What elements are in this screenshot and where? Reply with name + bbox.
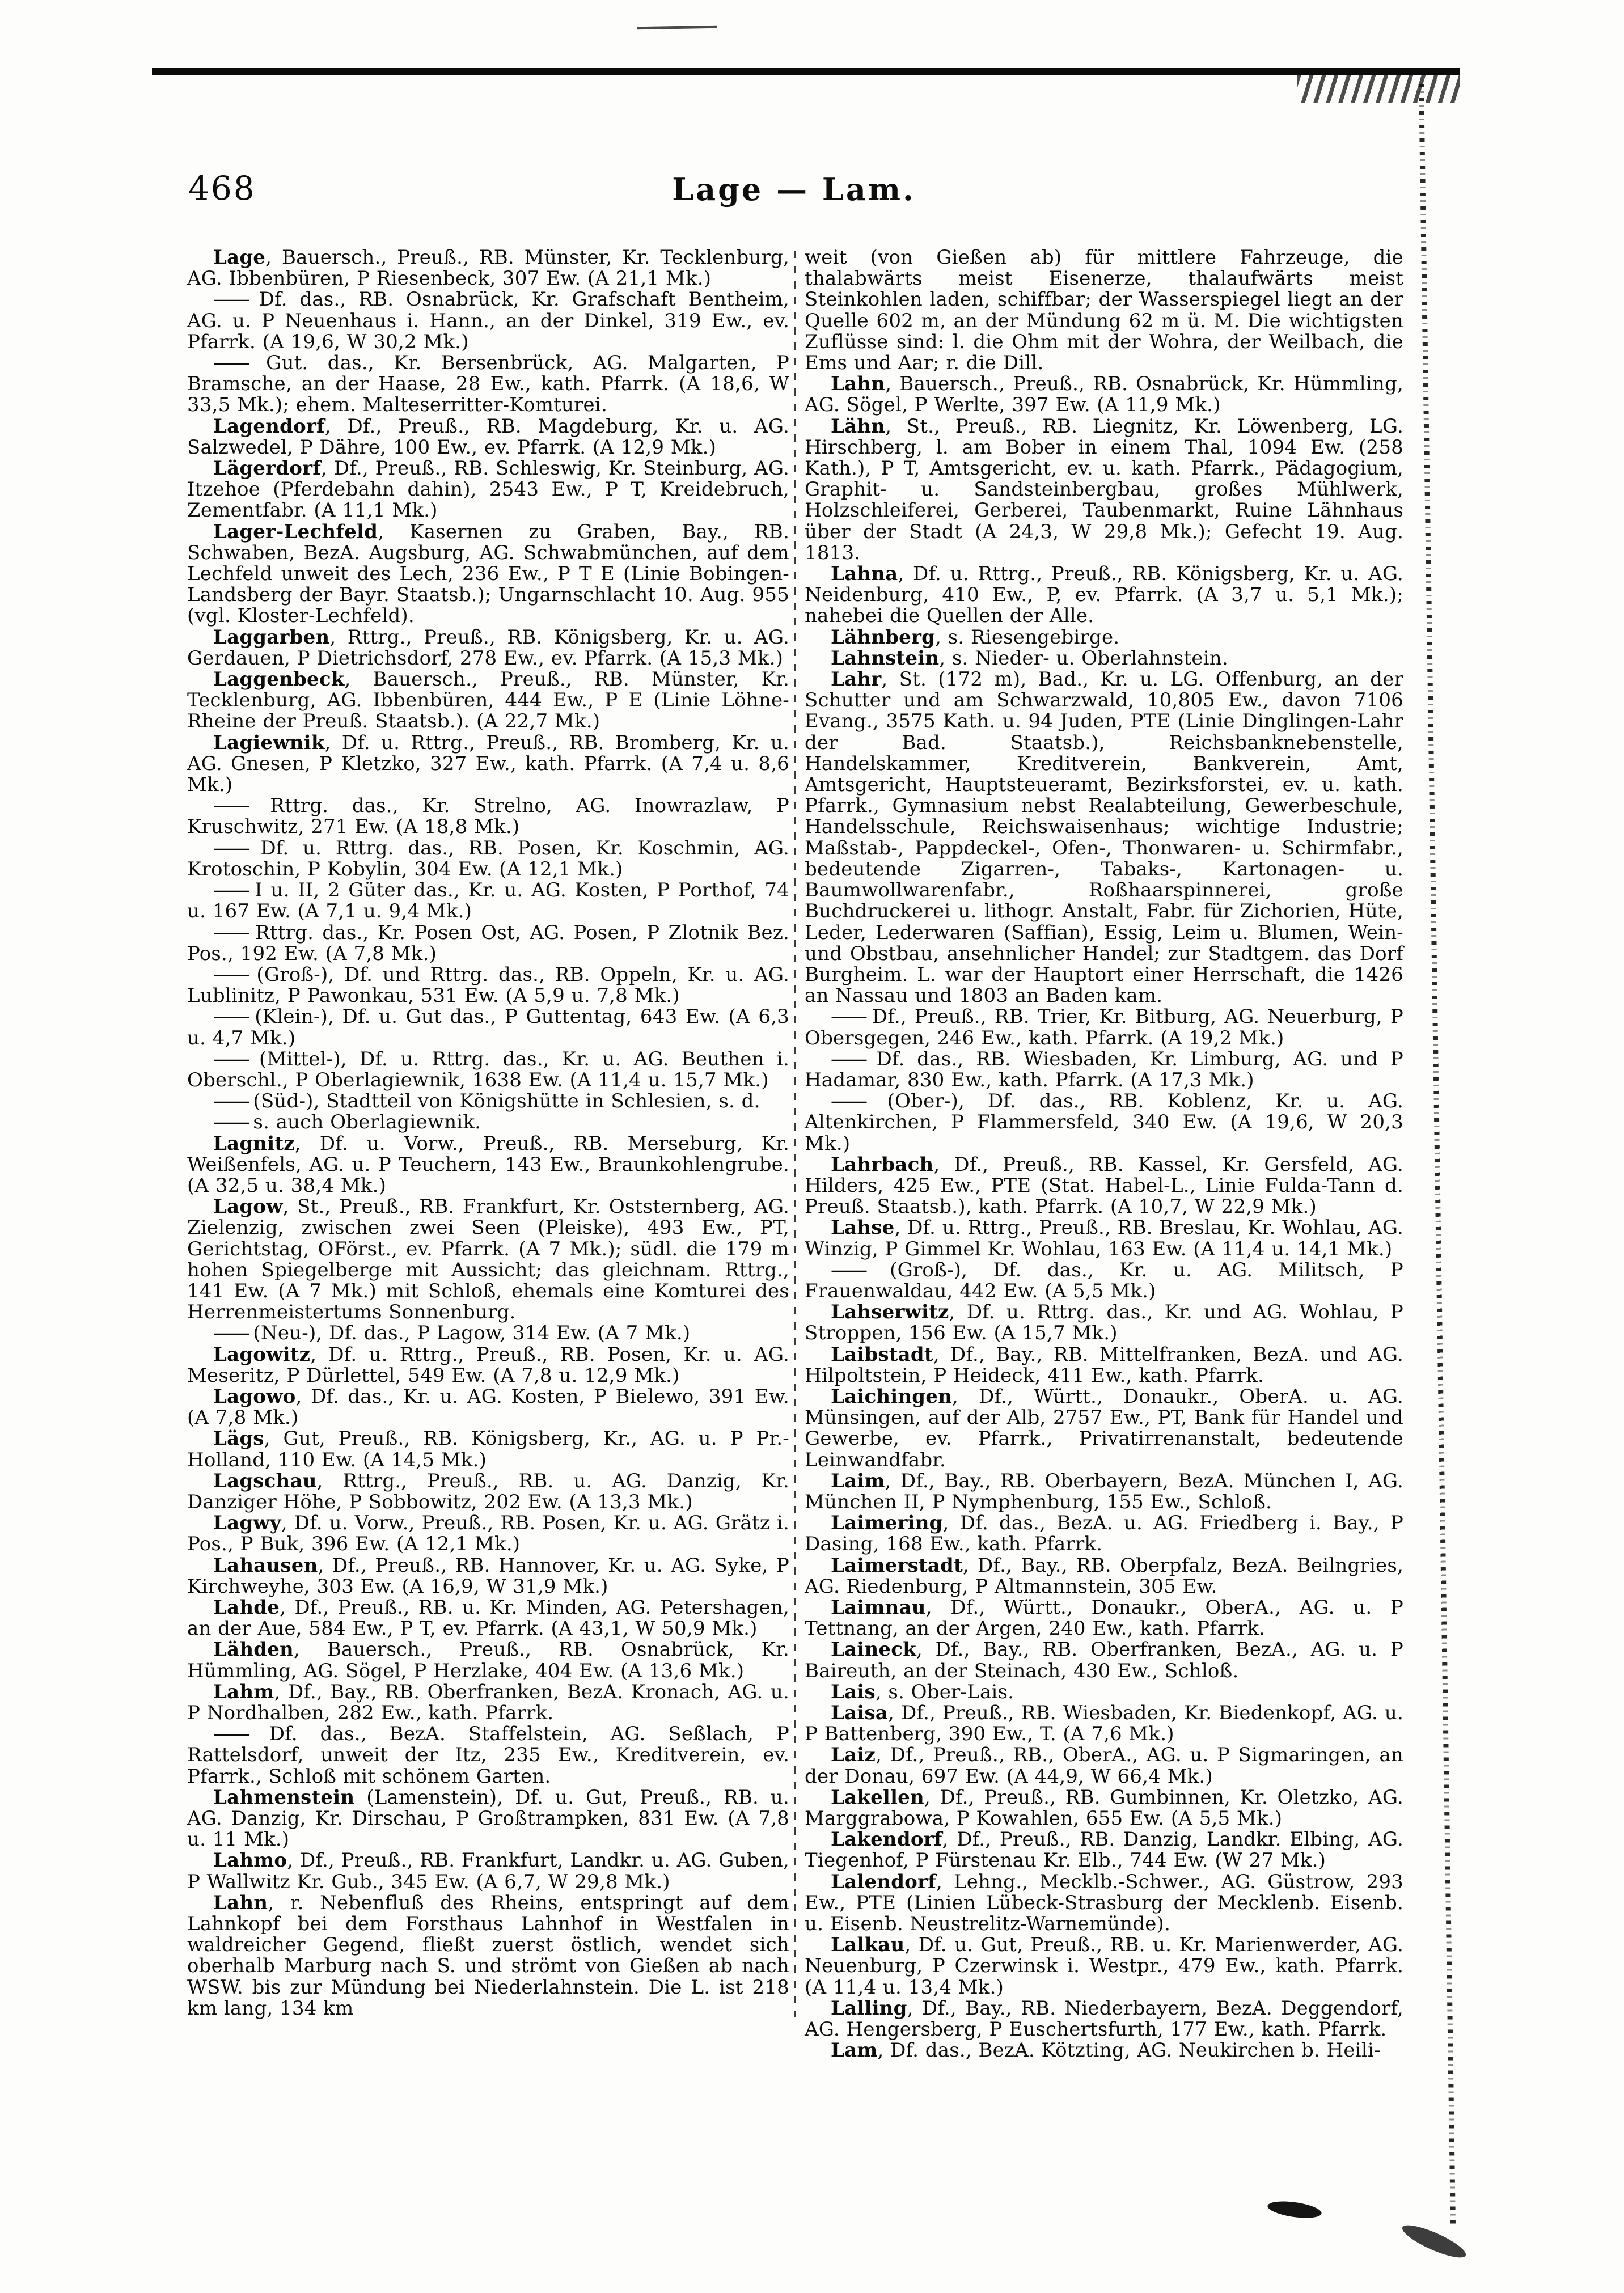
- gazetteer-entry: [805, 2040, 1403, 2061]
- gazetteer-entry: [805, 648, 1403, 669]
- entry-headword: Lagow: [213, 1195, 283, 1219]
- entry-text: , Df., Preuß., RB. Wiesbaden, Kr. Biedenkopf, AG. u. P Battenberg, 390 Ew., T. (A 7,6 Mk.): [805, 1702, 1403, 1746]
- entry-text: , s. Riesengebirge.: [935, 625, 1120, 649]
- gazetteer-entry: [187, 733, 789, 796]
- gazetteer-entry: [187, 1344, 789, 1386]
- entry-text: Gut. das., Kr. Bersenbrück, AG. Malgarten, P Bramsche, an der Haase, 28 Ew., kath. Pfarrk. (A 18,6, W 33,5 Mk.); ehem. Malteserritter-Komturei.: [187, 352, 789, 417]
- gazetteer-entry: [187, 247, 789, 289]
- scan-artifact-top-tear: [1297, 74, 1460, 103]
- gazetteer-entry: [187, 1893, 789, 2019]
- entry-text: , Rttrg., Preuß., RB. u. AG. Danzig, Kr. Danziger Höhe, P Sobbowitz, 202 Ew. (A 13,3 Mk.): [187, 1469, 789, 1513]
- gazetteer-entry: [805, 1682, 1403, 1703]
- entry-headword: Lage: [213, 246, 266, 269]
- right-column: [805, 247, 1403, 2061]
- entry-repeat-dash: ——: [213, 1322, 253, 1345]
- entry-text: , Kasernen zu Graben, Bay., RB. Schwaben, BezA. Augsburg, AG. Schwabmünchen, auf dem Lechfeld unweit des Lech, 236 Ew., P T E (Linie Bobingen-Landsberg der Bayr. Staatsb.); Ungarnschlacht 10. Aug. 955 (vgl. Kloster-Lechfeld).: [187, 520, 789, 628]
- entry-text: , St., Preuß., RB. Frankfurt, Kr. Oststernberg, AG. Zielenzig, zwischen zwei Seen (Pleiske), 493 Ew., PT, Gerichtstag, OFörst., ev. Pfarrk. (A 7 Mk.); südl. die 179 m hohen Spiegelberge mit Aussicht; das gleichnam. Rttrg., 141 Ew. (A 7 Mk.) mit Schloß, ehemals eine Komturei des Herrenmeistertums Sonnenburg.: [187, 1195, 789, 1324]
- entry-repeat-dash: ——: [831, 1005, 872, 1029]
- scan-artifact-smudge: [1399, 2219, 1469, 2263]
- entry-text: , Df., Bay., RB. Oberfranken, BezA., AG. u. P Baireuth, an der Steinach, 430 Ew., Schloß.: [805, 1638, 1403, 1682]
- entry-text: (Neu-), Df. das., P Lagow, 314 Ew. (A 7 Mk.): [253, 1322, 691, 1345]
- entry-text: , Df. u. Rttrg., Preuß., RB. Posen, Kr. u. AG. Meseritz, P Dürlettel, 549 Ew. (A 7,8 u. 12,9 Mk.): [187, 1343, 789, 1387]
- gazetteer-entry: [805, 1217, 1403, 1259]
- column-divider-rule: [794, 251, 796, 2017]
- gazetteer-entry: [805, 374, 1403, 416]
- gazetteer-entry: [187, 1597, 789, 1639]
- entry-text: I u. II, 2 Güter das., Kr. u. AG. Kosten, P Porthof, 74 u. 167 Ew. (A 7,1 u. 9,4 Mk.): [187, 879, 789, 923]
- entry-headword: Laineck: [831, 1638, 916, 1661]
- gazetteer-entry: [187, 1006, 789, 1048]
- entry-repeat-dash: ——: [213, 836, 261, 860]
- entry-text: , s. Nieder- u. Oberlahnstein.: [939, 646, 1228, 670]
- entry-text: , Df., Preuß., RB. Magdeburg, Kr. u. AG. Salzwedel, P Dähre, 100 Ew., ev. Pfarrk. (A 12,9 Mk.): [187, 414, 789, 459]
- entry-headword: Lägs: [213, 1427, 264, 1450]
- entry-headword: Lägerdorf: [213, 457, 322, 480]
- entry-text: (Groß-), Df. das., Kr. u. AG. Militsch, P Frauenwaldau, 442 Ew. (A 5,5 Mk.): [805, 1258, 1403, 1302]
- entry-text: (Groß-), Df. und Rttrg. das., RB. Oppeln, Kr. u. AG. Lublinitz, P Pawonkau, 531 Ew. (A 5,9 u. 7,8 Mk.): [187, 963, 789, 1008]
- gazetteer-entry: [187, 1850, 789, 1892]
- gazetteer-entry: [187, 1323, 789, 1344]
- page-number: 468: [188, 169, 256, 208]
- entry-headword: Laimerstadt: [831, 1554, 963, 1577]
- entry-repeat-dash: ——: [213, 921, 256, 944]
- entry-text: , Df., Bay., RB. Mittelfranken, BezA. und AG. Hilpoltstein, P Heideck, 411 Ew., kath. Pfarrk.: [805, 1343, 1403, 1387]
- entry-headword: Laibstadt: [831, 1343, 933, 1366]
- gazetteer-entry: [805, 669, 1403, 1006]
- entry-repeat-dash: ——: [213, 963, 257, 986]
- entry-text: Df. das., BezA. Staffelstein, AG. Seßlach, P Rattelsdorf, unweit der Itz, 235 Ew., Kreditverein, ev. Pfarrk., Schloß mit schönem Garten.: [187, 1723, 789, 1788]
- entry-headword: Laisa: [831, 1702, 889, 1725]
- entry-headword: Lahausen: [213, 1554, 318, 1577]
- entry-headword: Lager-Lechfeld: [213, 520, 378, 543]
- entry-text: Rttrg. das., Kr. Posen Ost, AG. Posen, P Zlotnik Bez. Pos., 192 Ew. (A 7,8 Mk.): [187, 921, 789, 965]
- entry-text: , Df., Preuß., RB. Kassel, Kr. Gersfeld, AG. Hilders, 425 Ew., PTE (Stat. Habel-L., Linie Fulda-Tann d. Preuß. Staatsb.), kath. Pfarrk. (A 10,7, W 22,9 Mk.): [805, 1153, 1403, 1219]
- entry-text: , Df. u. Rttrg., Preuß., RB. Königsberg, Kr. u. AG. Neidenburg, 410 Ew., P, ev. Pfarrk. (A 3,7 u. 5,1 Mk.); nahebei die Quellen der Alle.: [805, 562, 1403, 628]
- entry-headword: Lahserwitz: [831, 1301, 949, 1324]
- entry-text: (Klein-), Df. u. Gut das., P Guttentag, 643 Ew. (A 6,3 u. 4,7 Mk.): [187, 1005, 789, 1050]
- entry-headword: Lalendorf: [831, 1870, 936, 1893]
- gazetteer-entry: [805, 1639, 1403, 1681]
- running-head: Lage — Lam.: [672, 171, 916, 208]
- entry-text: , Bauersch., Preuß., RB. Osnabrück, Kr. Hümmling, AG. Sögel, P Werlte, 397 Ew. (A 11,9 Mk.): [805, 373, 1403, 417]
- gazetteer-entry: [805, 627, 1403, 648]
- gazetteer-entry: [187, 669, 789, 733]
- gazetteer-entry: [805, 1471, 1403, 1513]
- entry-text: Df. das., RB. Osnabrück, Kr. Grafschaft Bentheim, AG. u. P Neuenhaus i. Hann., an der Dinkel, 319 Ew., ev. Pfarrk. (A 19,6, W 30,2 Mk.): [187, 288, 789, 353]
- entry-text: , Df. u. Gut, Preuß., RB. u. Kr. Marienwerder, AG. Neuenburg, P Czerwinsk i. Westpr., 479 Ew., kath. Pfarrk. (A 11,4 u. 13,4 Mk.): [805, 1934, 1403, 1999]
- entry-headword: Laim: [831, 1469, 885, 1492]
- gazetteer-entry: [805, 1260, 1403, 1302]
- entry-headword: Lähn: [831, 414, 886, 438]
- gazetteer-entry: [805, 1597, 1403, 1639]
- gazetteer-entry: [805, 1154, 1403, 1218]
- gazetteer-entry: [187, 1049, 789, 1091]
- entry-text: , Bauersch., Preuß., RB. Münster, Kr. Tecklenburg, AG. Ibbenbüren, P Riesenbeck, 307 Ew. (A 21,1 Mk.): [187, 246, 789, 290]
- entry-text: , Df. u. Rttrg. das., Kr. und AG. Wohlau, P Stroppen, 156 Ew. (A 15,7 Mk.): [805, 1301, 1403, 1345]
- entry-text: , Df. das., BezA. Kötzting, AG. Neukirchen b. Heili-: [877, 2039, 1381, 2062]
- gazetteer-entry: [187, 1724, 789, 1787]
- entry-headword: Laichingen: [831, 1385, 953, 1408]
- entry-headword: Lalkau: [831, 1934, 905, 1957]
- entry-text: , Df., Bay., RB. Niederbayern, BezA. Deggendorf, AG. Hengersberg, P Euschertsfurth, 177 Ew., kath. Pfarrk.: [805, 1996, 1403, 2041]
- left-column: [187, 247, 789, 2019]
- entry-repeat-dash: ——: [831, 1047, 877, 1071]
- entry-headword: Lahn: [213, 1891, 268, 1914]
- entry-headword: Lahna: [831, 562, 898, 586]
- page-top-rule: [152, 68, 1460, 75]
- entry-repeat-dash: ——: [831, 1258, 890, 1281]
- entry-headword: Lalling: [831, 1996, 907, 2020]
- entry-headword: Lais: [831, 1680, 876, 1703]
- entry-repeat-dash: ——: [213, 1111, 253, 1134]
- entry-headword: Lagschau: [213, 1469, 317, 1492]
- entry-headword: Lagowitz: [213, 1343, 311, 1366]
- gazetteer-entry: [805, 1787, 1403, 1829]
- gazetteer-entry: [187, 522, 789, 627]
- gazetteer-entry: [187, 838, 789, 880]
- entry-text: Df. das., RB. Wiesbaden, Kr. Limburg, AG. und P Hadamar, 830 Ew., kath. Pfarrk. (A 17,3 Mk.): [805, 1047, 1403, 1091]
- entry-text: Df., Preuß., RB. Trier, Kr. Bitburg, AG. Neuerburg, P Obersgegen, 246 Ew., kath. Pfarrk. (A 19,2 Mk.): [805, 1005, 1403, 1050]
- gazetteer-entry: [805, 1998, 1403, 2040]
- entry-text: , Df., Bay., RB. Oberbayern, BezA. München I, AG. München II, P Nymphenburg, 155 Ew., Schloß.: [805, 1469, 1403, 1513]
- entry-headword: Lahse: [831, 1216, 895, 1239]
- gazetteer-entry: [805, 1091, 1403, 1154]
- entry-text: , Df., Preuß., RB. Gumbinnen, Kr. Oletzko, AG. Marggrabowa, P Kowahlen, 655 Ew. (A 5,5 Mk.): [805, 1786, 1403, 1830]
- entry-headword: Lahrbach: [831, 1153, 934, 1176]
- entry-text: , r. Nebenfluß des Rheins, entspringt auf dem Lahnkopf bei dem Forsthaus Lahnhof in Westfalen in waldreicher Gegend, fließt zuerst östlich, wendet sich oberhalb Marburg nach S. und strömt von Gießen ab nach WSW. bis zur Mündung bei Niederlahnstein. Die L. ist 218 km lang, 134 km: [187, 1891, 789, 2020]
- entry-headword: Lakendorf: [831, 1828, 942, 1851]
- entry-headword: Laggarben: [213, 625, 330, 649]
- entry-repeat-dash: ——: [213, 352, 267, 375]
- gazetteer-entry: [187, 1091, 789, 1112]
- gazetteer-entry: [805, 1302, 1403, 1344]
- entry-text: , Rttrg., Preuß., RB. Königsberg, Kr. u. AG. Gerdauen, P Dietrichsdorf, 278 Ew., ev. Pfarrk. (A 15,3 Mk.): [187, 625, 789, 670]
- entry-text: (Ober-), Df. das., RB. Koblenz, Kr. u. AG. Altenkirchen, P Flammersfeld, 340 Ew. (A 19,6, W 20,3 Mk.): [805, 1090, 1403, 1155]
- entry-headword: Laimnau: [831, 1596, 926, 1619]
- entry-headword: Lakellen: [831, 1786, 924, 1809]
- gazetteer-entry: [187, 1471, 789, 1513]
- gazetteer-entry: [187, 353, 789, 416]
- entry-text: , Df., Preuß., RB. Danzig, Landkr. Elbing, AG. Tiegenhof, P Fürstenau Kr. Elb., 744 Ew. (W 27 Mk.): [805, 1828, 1403, 1872]
- entry-text: , Df., Preuß., RB. Frankfurt, Landkr. u. AG. Guben, P Wallwitz Kr. Gub., 345 Ew. (A 6,7, W 29,8 Mk.): [187, 1849, 789, 1893]
- entry-text: (Mittel-), Df. u. Rttrg. das., Kr. u. AG. Beuthen i. Oberschl., P Oberlagiewnik, 1638 Ew. (A 11,4 u. 15,7 Mk.): [187, 1047, 789, 1091]
- gazetteer-entry: [187, 458, 789, 522]
- entry-text: Df. u. Rttrg. das., RB. Posen, Kr. Koschmin, AG. Krotoschin, P Kobylin, 304 Ew. (A 12,1 Mk.): [187, 836, 789, 881]
- gazetteer-entry: [187, 1555, 789, 1597]
- entry-repeat-dash: ——: [213, 288, 259, 311]
- entry-text: , s. Ober-Lais.: [875, 1680, 1014, 1703]
- gazetteer-entry: [187, 1682, 789, 1724]
- entry-text: , Df. das., Kr. u. AG. Kosten, P Bielewo, 391 Ew. (A 7,8 Mk.): [187, 1385, 789, 1429]
- gazetteer-entry: [805, 1745, 1403, 1787]
- entry-repeat-dash: ——: [213, 1047, 259, 1071]
- entry-text: , Df., Bay., RB. Oberfranken, BezA. Kronach, AG. u. P Nordhalben, 282 Ew., kath. Pfarrk.: [187, 1680, 789, 1725]
- entry-text: (Lamenstein), Df. u. Gut, Preuß., RB. u. AG. Danzig, Kr. Dirschau, P Großtrampken, 831 Ew. (A 7,8 u. 11 Mk.): [187, 1786, 789, 1851]
- entry-text: , Df., Württ., Donaukr., OberA. u. AG. Münsingen, auf der Alb, 2757 Ew., PT, Bank für Handel und Gewerbe, ev. Pfarrk., Privatirrenanstalt, bedeutende Leinwandfabr.: [805, 1385, 1403, 1471]
- gazetteer-entry: [805, 1513, 1403, 1555]
- gazetteer-entry: [187, 416, 789, 458]
- scan-artifact-smudge: [1267, 2198, 1323, 2220]
- entry-text: s. auch Oberlagiewnik.: [253, 1111, 481, 1134]
- entry-headword: Lam: [831, 2039, 878, 2062]
- gazetteer-entry: [187, 627, 789, 669]
- gazetteer-entry: [805, 1872, 1403, 1935]
- entry-headword: Lahmo: [213, 1849, 287, 1872]
- entry-headword: Laggenbeck: [213, 668, 345, 691]
- entry-headword: Lahn: [831, 373, 886, 396]
- entry-repeat-dash: ——: [213, 794, 270, 818]
- entry-text: , Df., Preuß., RB., OberA., AG. u. P Sigmaringen, an der Donau, 697 Ew. (A 44,9, W 66,4 Mk.): [805, 1744, 1403, 1788]
- entry-text: , Df. u. Vorw., Preuß., RB. Posen, Kr. u. AG. Grätz i. Pos., P Buk, 396 Ew. (A 12,1 Mk.): [187, 1512, 789, 1556]
- entry-headword: Lagiewnik: [213, 731, 325, 754]
- entry-text: , Df., Preuß., RB. u. Kr. Minden, AG. Petershagen, an der Aue, 584 Ew., P T, ev. Pfarrk. (A 43,1, W 50,9 Mk.): [187, 1596, 789, 1640]
- scan-artifact-page-edge: [1419, 84, 1456, 2227]
- entry-headword: Lagnitz: [213, 1132, 295, 1155]
- gazetteer-entry: [805, 1703, 1403, 1745]
- entry-headword: Laiz: [831, 1744, 876, 1767]
- gazetteer-entry: [805, 1006, 1403, 1048]
- entry-repeat-dash: ——: [213, 1723, 269, 1746]
- entry-text: , St. (172 m), Bad., Kr. u. LG. Offenburg, an der Schutter und am Schwarzwald, 10,805 Ew., davon 7106 Evang., 3575 Kath. u. 94 Juden, PTE (Linie Dinglingen-Lahr der Bad. Staatsb.), Reichsbanknebenstelle, Handelskammer, Kreditverein, Bankverein, Amt, Amtsgericht, Hauptsteueramt, Bezirksforstei, ev. u. kath. Pfarrk., Gymnasium nebst Realabteilung, Gewerbeschule, Handelsschule, Reichswaisenhaus; wichtige Industrie; Maßstab-, Pappdeckel-, Ofen-, Thonwaren- u. Schirmfabr., bedeutende Zigarren-, Tabaks-, Kartonagen- u. Baumwollwarenfabr., Roßhaarspinnerei, große Buchdruckerei u. lithogr. Anstalt, Fabr. für Zichorien, Hüte, Leder, Lederwaren (Saffian), Essig, Leim u. Blumen, Wein- und Obstbau, ansehnlicher Handel; zur Stadtgem. das Dorf Burgheim. L. war der Hauptort einer Herrschaft, die 1426 an Nassau und 1803 an Baden kam.: [805, 668, 1403, 1008]
- gazetteer-entry: [805, 247, 1403, 374]
- gazetteer-entry: [187, 1112, 789, 1133]
- entry-text: weit (von Gießen ab) für mittlere Fahrzeuge, die thalabwärts meist Eisenerze, thalaufwärts meist Steinkohlen laden, schiffbar; der Wasserspiegel liegt an der Quelle 602 m, an der Mündung 62 m ü. M. Die wichtigsten Zuflüsse sind: l. die Ohm mit der Wohra, der Weilbach, die Ems und Aar; r. die Dill.: [805, 246, 1403, 375]
- gazetteer-entry: [805, 1935, 1403, 1998]
- entry-headword: Laimering: [831, 1512, 943, 1535]
- entry-headword: Lähnberg: [831, 625, 936, 649]
- gazetteer-entry: [187, 1639, 789, 1681]
- entry-headword: Lahmenstein: [213, 1786, 355, 1809]
- entry-text: , St., Preuß., RB. Liegnitz, Kr. Löwenberg, LG. Hirschberg, l. am Bober in einem Thal, 1094 Ew. (258 Kath.), P T, Amtsgericht, ev. u. kath. Pfarrk., Pädagogium, Graphit- u. Sandsteinbergbau, großes Mühlwerk, Holzschleiferei, Gerberei, Taubenmarkt, Ruine Lähnhaus über der Stadt (A 24,3, W 29,8 Mk.); Gefecht 19. Aug. 1813.: [805, 414, 1403, 564]
- entry-text: Rttrg. das., Kr. Strelno, AG. Inowrazlaw, P Kruschwitz, 271 Ew. (A 18,8 Mk.): [187, 794, 789, 839]
- gazetteer-entry: [187, 1196, 789, 1323]
- entry-text: , Df. u. Rttrg., Preuß., RB. Breslau, Kr. Wohlau, AG. Winzig, P Gimmel Kr. Wohlau, 163 Ew. (A 11,4 u. 14,1 Mk.): [805, 1216, 1403, 1260]
- entry-text: , Df., Preuß., RB. Schleswig, Kr. Steinburg, AG. Itzehoe (Pferdebahn dahin), 2543 Ew., P T, Kreidebruch, Zementfabr. (A 11,1 Mk.): [187, 457, 789, 522]
- entry-headword: Lahr: [831, 668, 882, 691]
- gazetteer-entry: [805, 1555, 1403, 1597]
- entry-headword: Lahm: [213, 1680, 274, 1703]
- entry-text: , Df. das., BezA. u. AG. Friedberg i. Bay., P Dasing, 168 Ew., kath. Pfarrk.: [805, 1512, 1403, 1556]
- entry-text: , Df. u. Vorw., Preuß., RB. Merseburg, Kr. Weißenfels, AG. u. P Teuchern, 143 Ew., Braunkohlengrube. (A 32,5 u. 38,4 Mk.): [187, 1132, 789, 1197]
- gazetteer-entry: [187, 289, 789, 353]
- gazetteer-entry: [805, 1829, 1403, 1871]
- gazetteer-entry: [187, 923, 789, 964]
- gazetteer-entry: [187, 796, 789, 837]
- gazetteer-entry: [805, 564, 1403, 627]
- entry-repeat-dash: ——: [213, 1090, 253, 1113]
- gazetteer-entry: [805, 1049, 1403, 1091]
- entry-text: , Lehng., Mecklb.-Schwer., AG. Güstrow, 293 Ew., PTE (Linien Lübeck-Strasburg der Mecklenb. Eisenb. u. Eisenb. Neustrelitz-Warnemünde).: [805, 1870, 1403, 1936]
- gazetteer-entry: [187, 1513, 789, 1555]
- gazetteer-entry: [187, 1386, 789, 1428]
- gazetteer-entry: [187, 1133, 789, 1197]
- entry-text: (Süd-), Stadtteil von Königshütte in Schlesien, s. d.: [253, 1090, 760, 1113]
- entry-text: , Df., Bay., RB. Oberpfalz, BezA. Beilngries, AG. Riedenburg, P Altmannstein, 305 Ew.: [805, 1554, 1403, 1598]
- entry-text: , Bauersch., Preuß., RB. Münster, Kr. Tecklenburg, AG. Ibbenbüren, 444 Ew., P E (Linie Löhne-Rheine der Preuß. Staatsb.). (A 22,7 Mk.): [187, 668, 789, 733]
- gazetteer-entry: [187, 964, 789, 1006]
- entry-headword: Lagowo: [213, 1385, 296, 1408]
- entry-headword: Lagwy: [213, 1512, 281, 1535]
- entry-headword: Lahde: [213, 1596, 280, 1619]
- entry-text: , Bauersch., Preuß., RB. Osnabrück, Kr. Hümmling, AG. Sögel, P Herzlake, 404 Ew. (A 13,6 Mk.): [187, 1638, 789, 1682]
- entry-text: , Gut, Preuß., RB. Königsberg, Kr., AG. u. P Pr.-Holland, 110 Ew. (A 14,5 Mk.): [187, 1427, 789, 1471]
- entry-repeat-dash: ——: [213, 879, 255, 902]
- gazetteer-entry: [187, 1428, 789, 1470]
- gazetteer-entry: [805, 1386, 1403, 1471]
- gazetteer-entry: [805, 1344, 1403, 1386]
- entry-headword: Lähden: [213, 1638, 294, 1661]
- entry-repeat-dash: ——: [213, 1005, 255, 1029]
- gazetteer-entry: [187, 880, 789, 922]
- entry-text: , Df., Württ., Donaukr., OberA., AG. u. P Tettnang, an der Argen, 240 Ew., kath. Pfarrk.: [805, 1596, 1403, 1640]
- gazetteer-entry: [187, 1787, 789, 1851]
- entry-headword: Lahnstein: [831, 646, 940, 670]
- gazetteer-entry: [805, 416, 1403, 564]
- entry-text: , Df. u. Rttrg., Preuß., RB. Bromberg, Kr. u. AG. Gnesen, P Kletzko, 327 Ew., kath. Pfarrk. (A 7,4 u. 8,6 Mk.): [187, 731, 789, 797]
- entry-text: , Df., Preuß., RB. Hannover, Kr. u. AG. Syke, P Kirchweyhe, 303 Ew. (A 16,9, W 31,9 Mk.): [187, 1554, 789, 1598]
- entry-headword: Lagendorf: [213, 414, 325, 438]
- entry-repeat-dash: ——: [831, 1090, 887, 1113]
- scan-artifact-top-mark: [637, 26, 717, 29]
